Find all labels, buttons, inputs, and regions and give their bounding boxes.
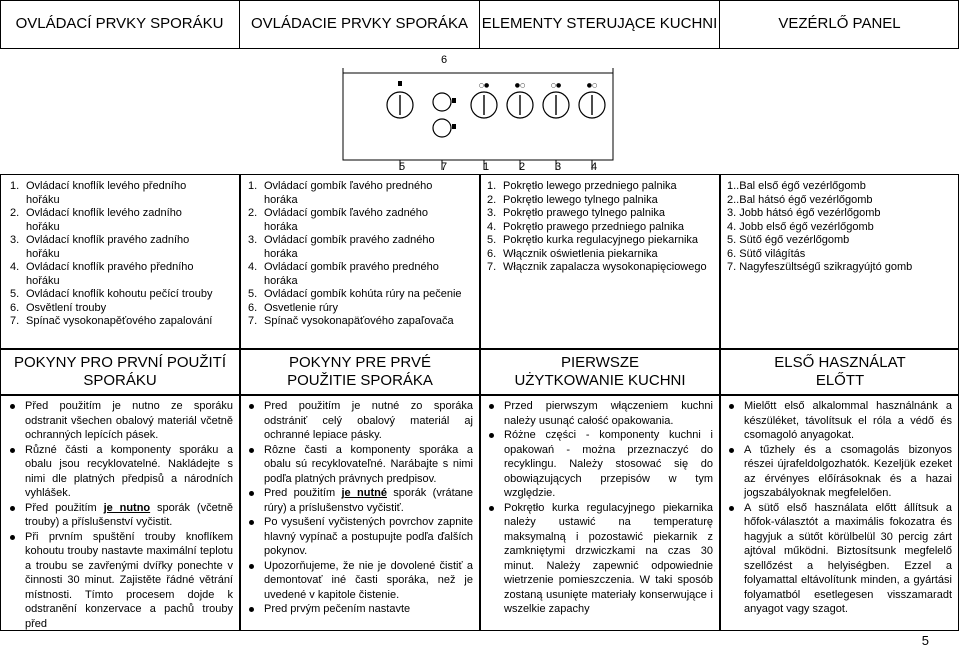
list-item: Při prvním spuštění trouby knoflíkem kohoutu trouby nastavte maximální teplotu a troubu se zavřenými dvířky ponechte v činnosti 30 minut. Zajistěte řádné větrání místnosti. Tímto procesem dojde k odstranění konzervace a pachů trouby před xyxy=(6,530,233,632)
diagram-label-4: 4 xyxy=(590,161,598,173)
list-item: A tűzhely és a csomagolás bizonyos részei újrafeldolgozhatók. Kezeljük ezeket az érvényes előírásoknak és a hazai jogszabályoknak megfelelően. xyxy=(725,443,952,501)
list-item: Před použitím je nutno sporák (včetně trouby) a příslušenství vyčistit. xyxy=(6,501,233,530)
list-item: Pred použitím je nutné sporák (vrátane rúry) a príslušenstvo vyčistiť. xyxy=(245,486,473,515)
list-item: Po vysušení vyčistených povrchov zapnite hlavný vypínač a postupujte podľa ďalších pokynov. xyxy=(245,515,473,559)
list-item: 2. Pokrętło lewego tylnego palnika xyxy=(487,193,658,206)
list-item: 5. Pokrętło kurka regulacyjnego piekarnika xyxy=(487,234,699,246)
list-item: Upozorňujeme, že nie je dovolené čistiť a demontovať iné časti sporáka, než je uvedené v kapitole čistenie. xyxy=(245,559,473,603)
list-item: Przed pierwszym włączeniem kuchni należy usunąć całość opakowania. xyxy=(485,399,713,428)
section-title-pl: PIERWSZE UŻYTKOWANIE KUCHNI xyxy=(514,353,686,389)
list-item: 2. Ovládací knoflík levého zadního hořáku xyxy=(10,207,182,233)
bullet-icon xyxy=(10,404,15,409)
controls-list-cz xyxy=(10,180,215,329)
instructions-list-sk xyxy=(245,399,473,617)
diagram-drawing xyxy=(0,48,959,174)
list-item: 7. Spínač vysokonapäťového zapaľovača xyxy=(248,315,454,327)
bullet-icon xyxy=(249,404,254,409)
list-item: 6. Osvětlení trouby xyxy=(10,301,107,314)
controls-list-pl xyxy=(487,180,712,275)
list-item: 1. Pokrętło lewego przedniego palnika xyxy=(487,180,677,192)
list-item: 1. Ovládací gombík ľavého predného horáka xyxy=(248,180,433,206)
list-item: Mielőtt első alkalommal használnánk a készüléket, távolítsuk el róla a védő és csomagoló anyagokat. xyxy=(725,399,952,443)
list-item: 5. Ovládací gombík kohúta rúry na pečenie xyxy=(248,288,462,300)
bullet-icon xyxy=(729,448,734,453)
list-item: A sütő első használata előtt állítsuk a hőfok-választót a maximális fokozatra és hagyjuk a sütőt körülbelül 30 percig zárt ajtóval működni. Biztosítsunk megfelelő szellőzést a helyiségben. Ezzel a folyamattal eltávolítunk minden, a gyártási folyamatból esetlegesen visszamaradt anyagot vagy szagot. xyxy=(725,501,952,617)
list-item: 5. Ovládací knoflík kohoutu pečící trouby xyxy=(10,288,213,300)
list-item: 7. Spínač vysokonapěťového zapalování xyxy=(10,315,213,327)
list-item: 3. Ovládací knoflík pravého zadního hořáku xyxy=(10,234,190,260)
list-item: Před použitím je nutno ze sporáku odstranit všechen obalový materiál včetně ochranných lepících pásek. xyxy=(6,399,233,443)
bullet-icon xyxy=(729,404,734,409)
list-item: 1..Bal első égő vezérlőgomb xyxy=(727,180,866,192)
header-sk: OVLÁDACIE PRVKY SPORÁKA xyxy=(250,15,469,32)
list-item: 4. Ovládací knoflík pravého předního hořáku xyxy=(10,261,194,287)
list-item: 4. Jobb első égő vezérlőgomb xyxy=(727,220,874,233)
bullet-icon xyxy=(249,520,254,525)
svg-text:○●: ○● xyxy=(478,82,490,89)
diagram-label-3: 3 xyxy=(554,161,562,173)
instructions-list-cz xyxy=(6,399,233,631)
list-item: 6. Osvetlenie rúry xyxy=(248,301,338,314)
diagram-label-2: 2 xyxy=(518,161,526,173)
svg-text:○●: ○● xyxy=(550,82,562,89)
header-cz: OVLÁDACÍ PRVKY SPORÁKU xyxy=(15,15,224,32)
diagram-label-6: 6 xyxy=(440,54,448,66)
list-item: 6. Sütő világítás xyxy=(727,247,806,260)
list-item: 2..Bal hátsó égő vezérlőgomb xyxy=(727,193,873,206)
list-item: 1. Ovládací knoflík levého předního hořáku xyxy=(10,180,187,206)
list-item: 3. Jobb hátsó égő vezérlőgomb xyxy=(727,207,881,219)
bullet-icon xyxy=(10,535,15,540)
svg-text:●○: ●○ xyxy=(514,82,526,89)
list-item: Różne części - komponenty kuchni i opakowań - można przeznaczyć do recyklingu. Należy stosować się do obowiązujących przepisów w tym względzie. xyxy=(485,428,713,501)
list-item: 3. Ovládací gombík pravého zadného horáka xyxy=(248,234,435,260)
page-number: 5 xyxy=(921,633,929,648)
svg-text:●○: ●○ xyxy=(586,82,598,89)
list-item: Různé části a komponenty sporáku a obalu jsou recyklovatelné. Nakládejte s nimi dle platných předpisů a národních vyhlášek. xyxy=(6,443,233,501)
section-title-cz: POKYNY PRO PRVNÍ POUŽITÍ SPORÁKU xyxy=(14,353,226,389)
list-item: 3. Pokrętło prawego tylnego palnika xyxy=(487,207,666,219)
list-item: 2. Ovládací gombík ľavého zadného horáka xyxy=(248,207,429,233)
bullet-icon xyxy=(489,506,494,511)
bullet-icon xyxy=(10,506,15,511)
bullet-icon xyxy=(729,506,734,511)
instructions-list-pl xyxy=(485,399,713,617)
section-title-hu: ELSŐ HASZNÁLAT ELŐTT xyxy=(774,353,906,389)
bullet-icon xyxy=(489,404,494,409)
list-item: 5. Sütő égő vezérlőgomb xyxy=(727,234,850,246)
control-panel-diagram xyxy=(0,48,959,174)
diagram-label-5: 5 xyxy=(398,161,406,173)
list-item: Rôzne časti a komponenty sporáka a obalu sú recyklovateľné. Narábajte s nimi podľa platných právnych predpisov. xyxy=(245,443,473,487)
bullet-icon xyxy=(249,448,254,453)
list-item: Pokrętło kurka regulacyjnego piekarnika należy ustawić na temperaturę maksymalną i pozostawić piekarnik z zamkniętymi drzwiczkami na czas 30 minut. Należy zapewnić odpowiednie wietrzenie pomieszczenia. W taki sposób zostaną usunięte materiały konserwujące i wszelkie zapachy xyxy=(485,501,713,617)
list-item: 6. Włącznik oświetlenia piekarnika xyxy=(487,247,658,260)
section-title-sk: POKYNY PRE PRVÉ POUŽITIE SPORÁKA xyxy=(287,353,433,389)
bullet-icon xyxy=(249,491,254,496)
controls-list-hu xyxy=(727,180,952,275)
diagram-label-1: 1 xyxy=(482,161,490,173)
bullet-icon xyxy=(249,564,254,569)
diagram-label-7: 7 xyxy=(440,161,448,173)
controls-list-sk xyxy=(248,180,463,329)
header-hu: VEZÉRLŐ PANEL xyxy=(778,15,901,32)
header-pl: ELEMENTY STERUJĄCE KUCHNI xyxy=(481,15,718,32)
list-item: 4. Pokrętło prawego przedniego palnika xyxy=(487,220,685,233)
bullet-icon xyxy=(10,448,15,453)
list-item: 4. Ovládací gombík pravého predného horáka xyxy=(248,261,439,287)
list-item: Pred použitím je nutné zo sporáka odstrániť celý obalový materiál aj ochranné lepiace pásky. xyxy=(245,399,473,443)
bullet-icon xyxy=(249,607,254,612)
bullet-icon xyxy=(489,433,494,438)
list-item: 7. Włącznik zapalacza wysokonapięciowego xyxy=(487,261,707,273)
list-item: Pred prvým pečením nastavte xyxy=(245,602,473,617)
list-item: 7. Nagyfeszültségű szikragyújtó gomb xyxy=(727,261,913,273)
instructions-list-hu xyxy=(725,399,952,617)
